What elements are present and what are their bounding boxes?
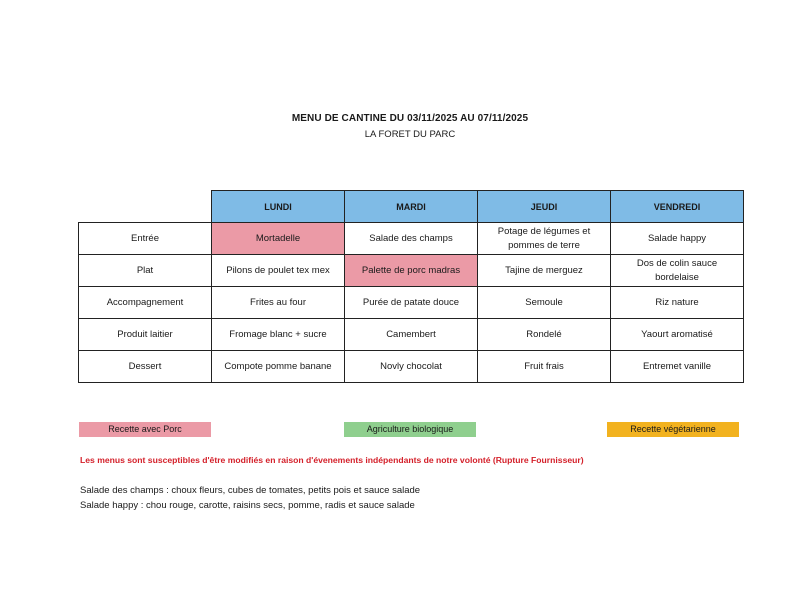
menu-cell: Purée de patate douce	[345, 287, 478, 319]
table-row-plat	[79, 255, 744, 287]
salad-note: Salade happy : chou rouge, carotte, raisins secs, pomme, radis et sauce salade	[80, 500, 415, 511]
header-corner	[79, 191, 212, 223]
header-jeudi: JEUDI	[478, 191, 611, 223]
page-title: MENU DE CANTINE DU 03/11/2025 AU 07/11/2025	[291, 113, 529, 124]
menu-cell: Rondelé	[478, 319, 611, 351]
table-row-dessert	[79, 351, 744, 383]
header-vendredi: VENDREDI	[611, 191, 744, 223]
menu-cell: Dos de colin sauce bordelaise	[611, 255, 744, 287]
menu-cell: Palette de porc madras	[345, 255, 478, 287]
menu-cell: Camembert	[345, 319, 478, 351]
table-row-produit-laitier	[79, 319, 744, 351]
row-label: Produit laitier	[79, 319, 212, 351]
header-lundi: LUNDI	[212, 191, 345, 223]
menu-cell: Frites au four	[212, 287, 345, 319]
menu-table	[78, 190, 744, 383]
header-mardi: MARDI	[345, 191, 478, 223]
menu-cell: Tajine de merguez	[478, 255, 611, 287]
row-label: Entrée	[79, 223, 212, 255]
legend-pork: Recette avec Porc	[79, 422, 211, 437]
menu-cell: Entremet vanille	[611, 351, 744, 383]
salad-note: Salade des champs : choux fleurs, cubes de tomates, petits pois et sauce salade	[80, 485, 421, 496]
row-label: Dessert	[79, 351, 212, 383]
menu-cell: Fromage blanc + sucre	[212, 319, 345, 351]
legend-organic: Agriculture biologique	[344, 422, 476, 437]
table-header-row	[79, 191, 744, 223]
menu-cell: Compote pomme banane	[212, 351, 345, 383]
menu-cell: Pilons de poulet tex mex	[212, 255, 345, 287]
menu-cell: Novly chocolat	[345, 351, 478, 383]
menu-cell: Fruit frais	[478, 351, 611, 383]
menu-cell: Salade happy	[611, 223, 744, 255]
school-name: LA FORET DU PARC	[364, 129, 456, 140]
menu-cell: Riz nature	[611, 287, 744, 319]
row-label: Plat	[79, 255, 212, 287]
row-label: Accompagnement	[79, 287, 212, 319]
menu-cell: Potage de légumes et pommes de terre	[478, 223, 611, 255]
menu-cell: Salade des champs	[345, 223, 478, 255]
menu-cell: Yaourt aromatisé	[611, 319, 744, 351]
legend-vegetarian: Recette végétarienne	[607, 422, 739, 437]
table-row-entree	[79, 223, 744, 255]
menu-cell: Semoule	[478, 287, 611, 319]
menu-cell: Mortadelle	[212, 223, 345, 255]
warning-notice: Les menus sont susceptibles d'être modifiés en raison d'évenements indépendants de notre volonté (Rupture Fournisseur)	[80, 455, 584, 465]
table-row-accompagnement	[79, 287, 744, 319]
